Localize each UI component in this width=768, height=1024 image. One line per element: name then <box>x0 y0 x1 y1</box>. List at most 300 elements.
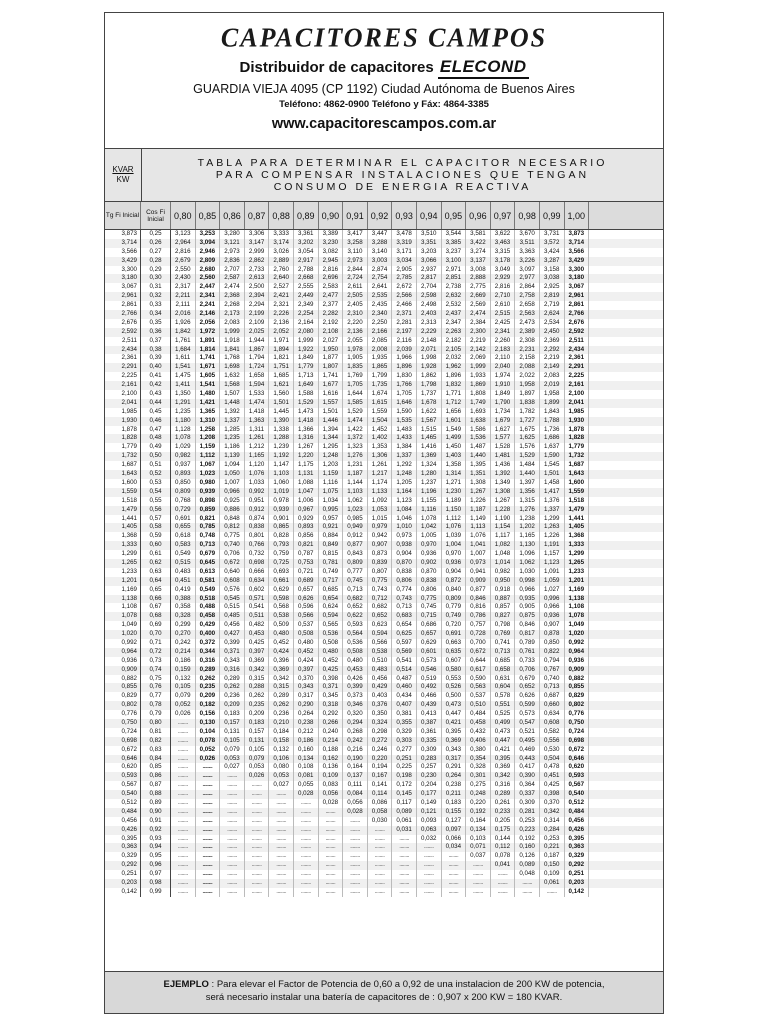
target-pf-header: 0,94 <box>417 202 442 229</box>
value-cell: 1,627 <box>491 426 516 435</box>
value-cell: 0,608 <box>540 719 565 728</box>
value-cell: 0,657 <box>294 586 319 595</box>
value-cell: 0,821 <box>294 541 319 550</box>
value-cell: 3,389 <box>319 230 344 239</box>
value-cell: 3,351 <box>417 239 442 248</box>
value-cell: 1,440 <box>515 470 540 479</box>
table-row <box>105 737 663 746</box>
capacitor-table <box>105 148 663 897</box>
value-cell: ........ <box>196 781 221 790</box>
value-cell: 0,086 <box>368 799 393 808</box>
value-cell: 0,732 <box>245 550 270 559</box>
value-cell: 0,127 <box>442 817 467 826</box>
value-cell: 0,329 <box>392 728 417 737</box>
value-cell: ........ <box>294 861 319 870</box>
value-cell: 0,679 <box>196 550 221 559</box>
value-cell: 3,544 <box>442 230 467 239</box>
value-cell: 0,794 <box>540 657 565 666</box>
value-cell: 0,902 <box>417 559 442 568</box>
value-cell: 2,281 <box>392 319 417 328</box>
value-cell: 0,158 <box>269 737 294 746</box>
value-cell: 1,267 <box>466 488 491 497</box>
value-cell: 0,421 <box>442 719 467 728</box>
value-cell: 0,566 <box>294 612 319 621</box>
value-cell: 2,022 <box>515 372 540 381</box>
value-cell: 0,157 <box>245 728 270 737</box>
value-cell: 2,268 <box>220 301 245 310</box>
value-cell: ........ <box>171 879 196 888</box>
value-cell: 0,495 <box>515 737 540 746</box>
value-cell: 0,547 <box>515 719 540 728</box>
value-cell: 0,519 <box>417 675 442 684</box>
tg-cell: 0,724 <box>105 728 141 737</box>
value-cell: 1,288 <box>269 434 294 443</box>
value-cell: 0,097 <box>442 826 467 835</box>
value-cell: 1,944 <box>245 337 270 346</box>
value-cell: 3,280 <box>220 230 245 239</box>
value-cell: 1,316 <box>294 434 319 443</box>
value-cell: 1,308 <box>466 479 491 488</box>
value-cell: 0,685 <box>319 586 344 595</box>
table-row <box>105 274 663 283</box>
value-cell: 3,171 <box>392 248 417 257</box>
value-cell: 1,338 <box>269 426 294 435</box>
value-cell: 1,567 <box>417 417 442 426</box>
target-pf-header: 0,99 <box>540 202 565 229</box>
value-cell: 0,597 <box>392 639 417 648</box>
value-cell: 0,590 <box>466 675 491 684</box>
value-cell: 3,511 <box>515 239 540 248</box>
value-cell: 2,816 <box>171 248 196 257</box>
value-cell: 0,508 <box>343 648 368 657</box>
value-cell: 1,766 <box>392 381 417 390</box>
value-cell: 0,786 <box>466 612 491 621</box>
value-cell: 0,925 <box>220 497 245 506</box>
value-cell: 2,016 <box>171 310 196 319</box>
value-cell: 1,217 <box>368 470 393 479</box>
value-cell: 0,399 <box>220 639 245 648</box>
value-cell: 0,032 <box>417 835 442 844</box>
value-cell: 0,183 <box>220 710 245 719</box>
value-cell: ........ <box>442 879 467 888</box>
table-row <box>105 666 663 675</box>
value-cell: 1,159 <box>319 470 344 479</box>
value-cell: 3,422 <box>466 239 491 248</box>
table-row <box>105 461 663 470</box>
value-cell: 1,658 <box>245 372 270 381</box>
value-cell: 0,236 <box>269 710 294 719</box>
cos-cell: 0,60 <box>141 541 171 550</box>
value-cell: 1,175 <box>294 461 319 470</box>
value-cell: 2,534 <box>540 319 565 328</box>
value-cell: 1,067 <box>196 461 221 470</box>
cos-cell: 0,61 <box>141 550 171 559</box>
value-cell: 0,838 <box>245 523 270 532</box>
value-cell: 2,836 <box>220 257 245 266</box>
value-cell: 0,473 <box>442 701 467 710</box>
cos-cell: 0,57 <box>141 515 171 524</box>
value-cell: 1,029 <box>171 443 196 452</box>
value-cell: 0,698 <box>565 737 590 746</box>
value-cell: 1,779 <box>565 443 590 452</box>
value-cell: 0,109 <box>319 772 344 781</box>
value-cell: 0,211 <box>442 790 467 799</box>
value-cell: 1,869 <box>466 381 491 390</box>
value-cell: 2,861 <box>565 301 590 310</box>
table-row <box>105 657 663 666</box>
tg-cell: 1,368 <box>105 532 141 541</box>
value-cell: 0,766 <box>245 541 270 550</box>
value-cell: ........ <box>417 870 442 879</box>
cos-cell: 0,75 <box>141 675 171 684</box>
value-cell: ........ <box>220 888 245 897</box>
value-cell: 0,518 <box>196 595 221 604</box>
value-cell: 0,482 <box>245 621 270 630</box>
value-cell: 1,165 <box>515 532 540 541</box>
value-cell: 0,071 <box>466 843 491 852</box>
value-cell: 0,541 <box>392 657 417 666</box>
value-cell: 0,205 <box>491 817 516 826</box>
value-cell: 1,133 <box>368 488 393 497</box>
value-cell: 0,644 <box>466 657 491 666</box>
value-cell: 0,846 <box>466 595 491 604</box>
value-cell: ........ <box>220 852 245 861</box>
value-cell: 2,961 <box>565 292 590 301</box>
cos-cell: 0,97 <box>141 870 171 879</box>
value-cell: 0,221 <box>540 843 565 852</box>
value-cell: 0,419 <box>171 586 196 595</box>
value-cell: 1,643 <box>565 470 590 479</box>
value-cell: 1,849 <box>491 390 516 399</box>
value-cell: 3,670 <box>515 230 540 239</box>
table-row <box>105 443 663 452</box>
value-cell: 2,111 <box>171 301 196 310</box>
value-cell: ........ <box>245 888 270 897</box>
value-cell: 0,028 <box>319 799 344 808</box>
value-cell: 0,089 <box>515 861 540 870</box>
value-cell: 2,282 <box>319 310 344 319</box>
value-cell: 0,526 <box>442 683 467 692</box>
value-cell: 1,678 <box>417 399 442 408</box>
tg-cell: 0,329 <box>105 852 141 861</box>
value-cell: 0,573 <box>515 710 540 719</box>
value-cell: 0,277 <box>392 746 417 755</box>
value-cell: 0,566 <box>368 639 393 648</box>
tg-cell: 2,041 <box>105 399 141 408</box>
value-cell: 0,822 <box>540 648 565 657</box>
cos-cell: 0,96 <box>141 861 171 870</box>
value-cell: 1,798 <box>417 381 442 390</box>
cos-cell: 0,86 <box>141 772 171 781</box>
value-cell: 0,857 <box>491 603 516 612</box>
value-cell: 1,808 <box>466 390 491 399</box>
value-cell: 1,479 <box>565 506 590 515</box>
value-cell: 1,568 <box>220 381 245 390</box>
value-cell: 1,235 <box>171 408 196 417</box>
value-cell: 0,652 <box>515 683 540 692</box>
value-cell: ........ <box>540 888 565 897</box>
cos-cell: 0,74 <box>141 666 171 675</box>
value-cell: 1,999 <box>466 363 491 372</box>
value-cell: 0,081 <box>294 772 319 781</box>
value-cell: 1,295 <box>319 443 344 452</box>
value-cell: 2,889 <box>269 257 294 266</box>
value-cell: 0,458 <box>466 719 491 728</box>
tg-cell: 0,484 <box>105 808 141 817</box>
value-cell: 0,142 <box>565 888 590 897</box>
value-cell: 1,465 <box>417 434 442 443</box>
value-cell: 2,450 <box>540 328 565 337</box>
value-cell: 1,576 <box>515 443 540 452</box>
value-cell: 1,203 <box>319 461 344 470</box>
value-cell: 2,403 <box>417 310 442 319</box>
value-cell: 0,164 <box>466 817 491 826</box>
value-cell: ........ <box>196 808 221 817</box>
value-cell: 1,559 <box>565 488 590 497</box>
table-row <box>105 612 663 621</box>
value-cell: 1,769 <box>343 372 368 381</box>
cos-cell: 0,71 <box>141 639 171 648</box>
value-cell: 1,112 <box>196 452 221 461</box>
value-cell: 0,848 <box>220 515 245 524</box>
tg-cell: 2,100 <box>105 390 141 399</box>
value-cell: 1,712 <box>442 399 467 408</box>
tg-cell: 0,593 <box>105 772 141 781</box>
value-cell: 1,315 <box>515 497 540 506</box>
value-cell: 0,186 <box>294 737 319 746</box>
distributor-line <box>105 57 663 79</box>
value-cell: 0,216 <box>343 746 368 755</box>
value-cell: 0,483 <box>171 568 196 577</box>
target-pf-header: 0,96 <box>466 202 491 229</box>
value-cell: 0,598 <box>269 595 294 604</box>
table-row <box>105 248 663 257</box>
website-link[interactable]: www.capacitorescampos.com.ar <box>271 116 497 132</box>
value-cell: 1,060 <box>269 479 294 488</box>
value-cell: 2,226 <box>269 310 294 319</box>
value-cell: 1,372 <box>343 434 368 443</box>
cos-cell: 0,39 <box>141 354 171 363</box>
value-cell: 0,220 <box>466 799 491 808</box>
value-cell: 0,646 <box>565 755 590 764</box>
value-cell: 1,027 <box>540 586 565 595</box>
value-cell: 1,196 <box>417 488 442 497</box>
value-cell: 0,425 <box>245 639 270 648</box>
value-cell: 1,062 <box>515 559 540 568</box>
cos-cell: 0,46 <box>141 417 171 426</box>
value-cell: 2,672 <box>392 283 417 292</box>
table-row <box>105 817 663 826</box>
value-cell: 0,626 <box>515 692 540 701</box>
value-cell: ........ <box>245 826 270 835</box>
value-cell: 0,652 <box>368 612 393 621</box>
value-cell: 0,290 <box>294 701 319 710</box>
value-cell: 1,324 <box>417 461 442 470</box>
value-cell: 0,886 <box>220 506 245 515</box>
value-cell: 0,186 <box>171 657 196 666</box>
value-cell: 0,480 <box>319 648 344 657</box>
value-cell: 0,272 <box>368 737 393 746</box>
value-cell: 0,846 <box>515 621 540 630</box>
value-cell: 2,220 <box>343 319 368 328</box>
table-row <box>105 488 663 497</box>
value-cell: 0,672 <box>565 746 590 755</box>
value-cell: 3,003 <box>368 257 393 266</box>
value-cell: 3,082 <box>319 248 344 257</box>
value-cell: 0,750 <box>565 719 590 728</box>
value-cell: ........ <box>171 826 196 835</box>
value-cell: ........ <box>245 861 270 870</box>
value-cell: 0,728 <box>466 630 491 639</box>
value-cell: 0,342 <box>245 666 270 675</box>
value-cell: 1,741 <box>196 354 221 363</box>
value-cell: 0,508 <box>319 639 344 648</box>
value-cell: 0,451 <box>171 577 196 586</box>
value-cell: 0,262 <box>269 701 294 710</box>
value-cell: 0,369 <box>491 763 516 772</box>
value-cell: 0,053 <box>269 772 294 781</box>
value-cell: 1,737 <box>417 390 442 399</box>
value-cell: 0,452 <box>269 639 294 648</box>
value-cell: 0,806 <box>392 577 417 586</box>
value-cell: ........ <box>196 790 221 799</box>
value-cell: 0,251 <box>565 870 590 879</box>
value-cell: 0,484 <box>466 710 491 719</box>
value-cell: 1,507 <box>220 390 245 399</box>
value-cell: 0,686 <box>417 621 442 630</box>
value-cell: 2,555 <box>294 283 319 292</box>
value-cell: ........ <box>196 852 221 861</box>
value-cell: 1,862 <box>417 372 442 381</box>
value-cell: 0,549 <box>171 550 196 559</box>
value-cell: 1,311 <box>245 426 270 435</box>
value-cell: 0,480 <box>343 657 368 666</box>
value-cell: 2,310 <box>343 310 368 319</box>
value-cell: 1,231 <box>343 461 368 470</box>
value-cell: 0,027 <box>269 781 294 790</box>
value-cell: 1,276 <box>515 506 540 515</box>
cos-cell: 0,84 <box>141 755 171 764</box>
table-row <box>105 426 663 435</box>
cos-cell: 0,37 <box>141 337 171 346</box>
table-row <box>105 621 663 630</box>
value-cell: 0,061 <box>392 817 417 826</box>
value-cell: 2,658 <box>515 301 540 310</box>
value-cell: 0,569 <box>392 648 417 657</box>
value-cell: 1,440 <box>466 452 491 461</box>
table-row <box>105 692 663 701</box>
value-cell: 2,999 <box>245 248 270 257</box>
value-cell: 1,483 <box>392 426 417 435</box>
value-cell: 1,084 <box>392 506 417 515</box>
table-row <box>105 799 663 808</box>
target-pf-header: 0,88 <box>269 202 294 229</box>
value-cell: 2,317 <box>171 283 196 292</box>
value-cell: 0,775 <box>368 577 393 586</box>
value-cell: 2,146 <box>196 310 221 319</box>
table-row <box>105 728 663 737</box>
value-cell: 0,034 <box>442 843 467 852</box>
value-cell: ........ <box>392 870 417 879</box>
value-cell: 1,034 <box>319 497 344 506</box>
value-cell: 0,480 <box>294 639 319 648</box>
tg-cell: 1,930 <box>105 417 141 426</box>
elecond-logo: ELECOND <box>438 57 529 79</box>
value-cell: 0,469 <box>515 746 540 755</box>
value-cell: 0,623 <box>368 621 393 630</box>
value-cell: 0,187 <box>540 852 565 861</box>
value-cell: 1,365 <box>196 408 221 417</box>
value-cell: 1,686 <box>540 434 565 443</box>
value-cell: 0,979 <box>368 523 393 532</box>
table-row <box>105 781 663 790</box>
value-cell: 1,499 <box>442 434 467 443</box>
cos-cell: 0,81 <box>141 728 171 737</box>
table-row <box>105 586 663 595</box>
value-cell: 0,713 <box>540 683 565 692</box>
table-row <box>105 772 663 781</box>
cos-cell: 0,38 <box>141 346 171 355</box>
value-cell: 0,380 <box>466 746 491 755</box>
value-cell: ........ <box>294 835 319 844</box>
value-cell: 2,183 <box>491 346 516 355</box>
value-cell: 0,177 <box>417 790 442 799</box>
value-cell: 2,864 <box>515 283 540 292</box>
value-cell: 1,308 <box>491 488 516 497</box>
target-pf-header: 0,92 <box>368 202 393 229</box>
value-cell: 2,624 <box>540 310 565 319</box>
value-cell: ........ <box>294 808 319 817</box>
value-cell: ........ <box>269 888 294 897</box>
value-cell: 0,063 <box>417 826 442 835</box>
value-cell: 0,370 <box>294 675 319 684</box>
value-cell: 1,638 <box>466 417 491 426</box>
value-cell: 0,162 <box>319 755 344 764</box>
value-cell: 2,587 <box>220 274 245 283</box>
value-cell: ........ <box>417 843 442 852</box>
table-row <box>105 568 663 577</box>
value-cell: 0,787 <box>294 550 319 559</box>
cos-cell: 0,79 <box>141 710 171 719</box>
cos-cell: 0,89 <box>141 799 171 808</box>
value-cell: 1,405 <box>565 523 590 532</box>
value-cell: 0,275 <box>466 781 491 790</box>
table-row <box>105 479 663 488</box>
value-cell: 2,019 <box>540 381 565 390</box>
value-cell: 0,622 <box>343 612 368 621</box>
value-cell: 2,611 <box>343 283 368 292</box>
value-cell: 0,381 <box>392 710 417 719</box>
cos-cell: 0,83 <box>141 746 171 755</box>
value-cell: 0,407 <box>392 701 417 710</box>
value-cell: 0,264 <box>442 772 467 781</box>
value-cell: ........ <box>319 843 344 852</box>
value-cell: 0,363 <box>565 843 590 852</box>
value-cell: 3,137 <box>466 257 491 266</box>
tg-cell: 2,676 <box>105 319 141 328</box>
value-cell: 1,292 <box>392 461 417 470</box>
value-cell: 2,511 <box>565 337 590 346</box>
value-cell: 1,501 <box>540 470 565 479</box>
value-cell: 1,180 <box>171 417 196 426</box>
value-cell: 0,112 <box>491 843 516 852</box>
value-cell: 0,324 <box>368 719 393 728</box>
value-cell: 1,291 <box>171 399 196 408</box>
value-cell: ........ <box>269 843 294 852</box>
value-cell: 0,525 <box>491 710 516 719</box>
value-cell: 0,283 <box>417 755 442 764</box>
value-cell: 2,263 <box>442 328 467 337</box>
